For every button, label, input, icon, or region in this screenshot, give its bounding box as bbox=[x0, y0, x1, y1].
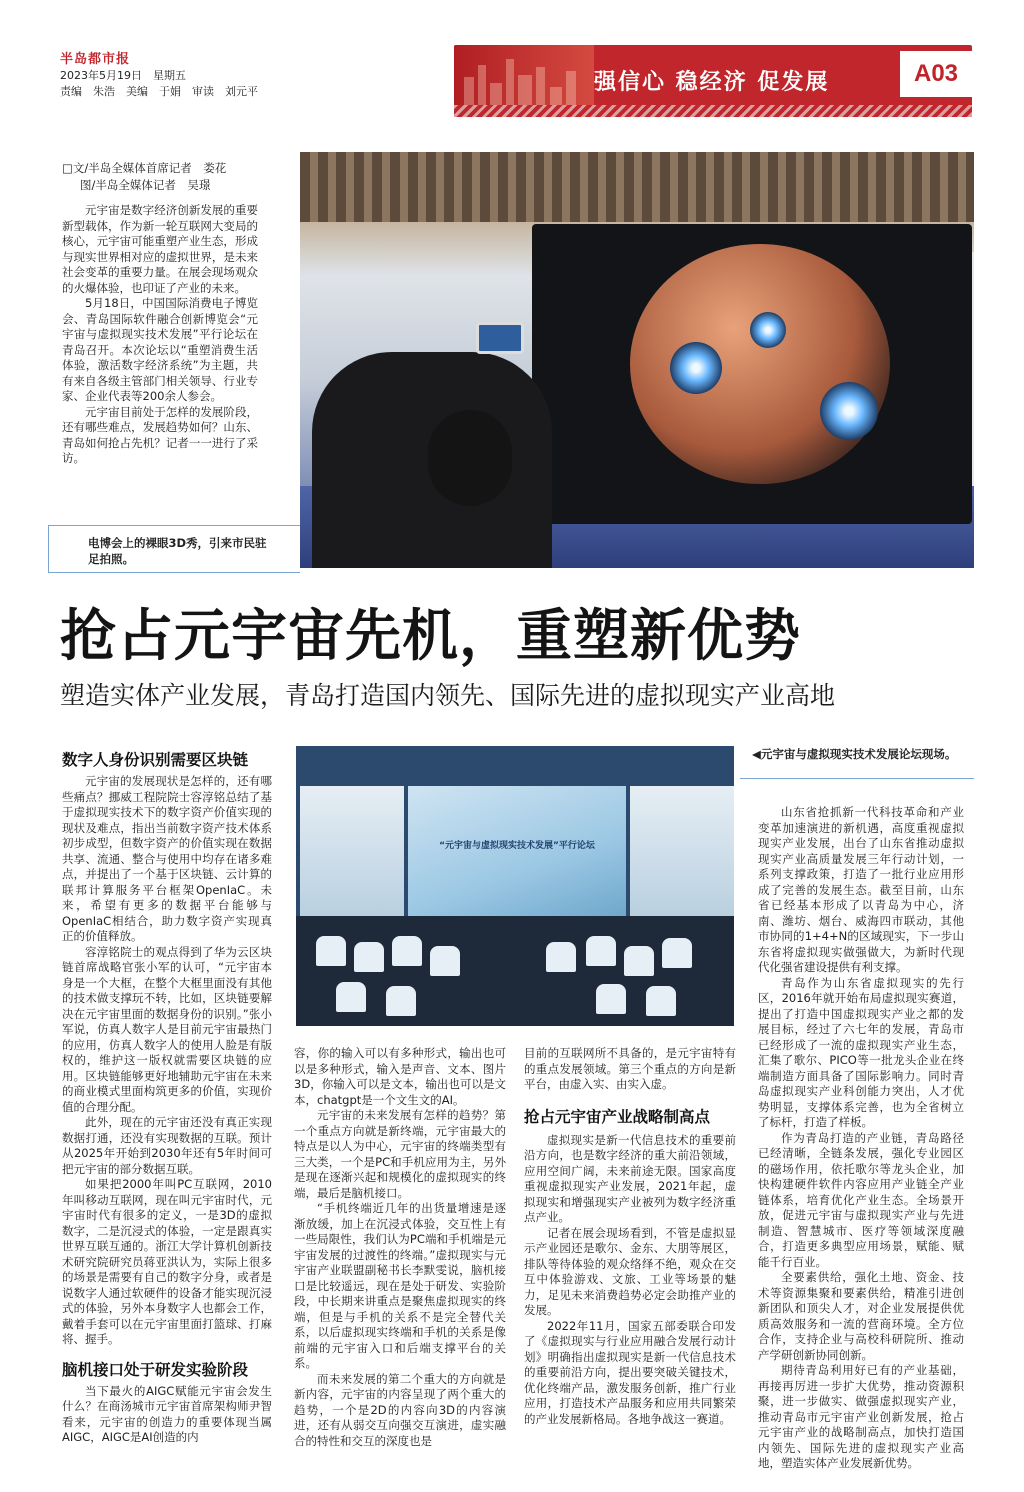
phone-icon bbox=[476, 322, 524, 354]
exhibition-photo bbox=[300, 152, 974, 568]
paragraph: 虚拟现实是新一代信息技术的重要前沿方向，也是数字经济的重大前沿领域，应用空间广阔，未来前途无限。国家高度重视虚拟现实产业发展，2021年起，虚拟现实和增强现实产业被列为数字经济重点产业。 bbox=[524, 1132, 736, 1224]
column-1 bbox=[62, 750, 272, 1446]
newspaper-logo: 半岛都市报 bbox=[60, 52, 131, 67]
forum-screen bbox=[408, 786, 626, 916]
paragraph: 记者在展会现场看到，不管是虚拟显示产业园还是歌尔、金东、大朋等展区，排队等待体验的观众络绎不绝，观众在交互中体验游戏、文旅、工业等场景的魅力，足见未来消费趋势必定会助推产业的发展。 bbox=[524, 1225, 736, 1317]
paragraph: 此外，现在的元宇宙还没有真正实现数据打通，还没有实现数据的互联。预计从2025年开始到2030年还有5年时间可把元宇宙的部分数据互联。 bbox=[62, 1115, 272, 1176]
column-3 bbox=[524, 1046, 736, 1427]
section-heading: 脑机接口处于研发实验阶段 bbox=[62, 1360, 249, 1379]
paragraph: 山东省抢抓新一代科技革命和产业变革加速演进的新机遇，高度重视虚拟现实产业发展，出台了山东省推动虚拟现实产业高质量发展三年行动计划，一系列支撑政策，打造了一批行业应用形成了完善的发展生态。截至目前，山东省已经基本形成了以青岛为中心，济南、潍坊、烟台、威海四市联动，其他市协同的1+4+N的区域现实，下一步山东省将虚拟现实做强做大，为新时代现代化强省建设提供有利支撑。 bbox=[758, 805, 964, 974]
paragraph: 期待青岛利用好已有的产业基础，再接再厉进一步扩大优势，推动资源积聚，进一步做实、做强虚拟现实产业，推动青岛市元宇宙产业创新发展，抢占元宇宙产业的战略制高点，加快打造国内领先、国际先进的虚拟现实产业高地，塑造实体产业发展新优势。 bbox=[758, 1363, 964, 1470]
page-number: A03 bbox=[900, 51, 972, 97]
paragraph: 而未来发展的第二个重大的方向就是新内容，元宇宙的内容呈现了两个重大的趋势，一个是2D的内容向3D的内容演进，还有从弱交互向强交互演进，虚实融合的特性和交互的深度也是 bbox=[294, 1371, 506, 1448]
paragraph: 目前的互联网所不具备的，是元宇宙特有的重点发展领域。第三个重点的方向是新平台，由虚入实、由实入虚。 bbox=[524, 1046, 736, 1091]
intro-paragraph: 元宇宙是数字经济创新发展的重要新型载体，作为新一轮互联网大变局的核心，元宇宙可能重塑产业生态，形成与现实世界相对应的虚拟世界，是未来社会变革的重要力量。在展会现场观众的火爆体验，也印证了产业的未来。 bbox=[62, 203, 258, 295]
paragraph: 容淳铭院士的观点得到了华为云区块链首席战略官张小军的认可，“元宇宙本身是一个大框，在整个大框里面没有其他的技术做支撑玩不转，比如，区块链要解决在元宇宙里面的数据身份的识别。”张小军说，仿真人数字人是目前元宇宙最热门的应用，仿真人数字人的使用人脸是有版权的，维护这一版权就需要区块链的应用。区块链能够更好地辅助元宇宙在未来的商业模式里面构筑更多的价值，实现价值的合理分配。 bbox=[62, 944, 272, 1114]
photo2-caption: ◀元宇宙与虚拟现实技术发展论坛现场。 bbox=[752, 747, 957, 761]
column-4 bbox=[758, 805, 964, 1472]
headline: 抢占元宇宙先机，重塑新优势 bbox=[60, 604, 801, 669]
paragraph: 如果把2000年叫PC互联网，2010年叫移动互联网，现在叫元宇宙时代，元宇宙时代有很多的定义，一是3D的虚拟数字，二是沉浸式的体验，一定是跟真实世界互联互通的。浙江大学计算机创新技术研究院研究员蒋亚洪认为，实际上很多的场景是需要有自己的数字分身，或者是说数字人通过软硬件的设备才能实现沉浸式的体验，另外本身数字人也都会工作，戴着手套可以在元宇宙里面打篮球、打麻将、握手。 bbox=[62, 1177, 272, 1346]
paragraph: 全要素供给，强化土地、资金、技术等资源集聚和要素供给，精准引进创新团队和顶尖人才，对企业发展提供优质高效服务和一流的营商环境。全方位合作，支持企业与高校科研院所、推动产学研创新协同创新。 bbox=[758, 1270, 964, 1362]
issue-date: 2023年5月19日 星期五 bbox=[60, 69, 186, 82]
intro-text bbox=[62, 203, 258, 467]
section-heading: 抢占元宇宙产业战略制高点 bbox=[524, 1107, 711, 1126]
byline-writer: □文/半岛全媒体首席记者 娄花 bbox=[62, 161, 227, 175]
paragraph: 当下最火的AIGC赋能元宇宙会发生什么？在商汤城市元宇宙首席架构师尹智看来，元宇宙的创造力的重要体现当属AIGC，AIGC是AI创造的内 bbox=[62, 1383, 272, 1444]
editors-credit: 责编 朱浩 美编 于娟 审读 刘元平 bbox=[60, 85, 258, 98]
paragraph: 青岛作为山东省虚拟现实的先行区，2016年就开始布局虚拟现实赛道，提出了打造中国虚拟现实产业之都的发展目标，经过了六七年的发展，青岛市已经形成了一流的虚拟现实产业生态，汇集了歌尔、PICO等一批龙头企业在终端制造方面具备了国际影响力。同时青岛虚拟现实产业科创能力突出，人才优势明显，支撑体系完善，也为全省树立了标杆，打造了样板。 bbox=[758, 975, 964, 1129]
paragraph: 2022年11月，国家五部委联合印发了《虚拟现实与行业应用融合发展行动计划》明确指出虚拟现实是新一代信息技术的重要前沿方向，提出要突破关键技术，优化终端产品，激发服务创新，推广行业应用，打造技术产品服务和应用共同繁荣的产业发展新格局。各地争战这一赛道。 bbox=[524, 1318, 736, 1426]
section-heading: 数字人身份识别需要区块链 bbox=[62, 751, 249, 769]
forum-photo bbox=[296, 746, 734, 1026]
caption-frame-line bbox=[740, 778, 974, 779]
forum-screen-title: “元宇宙与虚拟现实技术发展”平行论坛 bbox=[439, 841, 595, 851]
paragraph: 元宇宙的发展现状是怎样的，还有哪些痛点？挪威工程院院士容淳铭总结了基于虚拟现实技术下的数字资产价值实现的现状及难点，指出当前数字资产技术体系初步成型，但数字资产的价值实现在数据共享、流通、整合与使用中均存在诸多难点，并提出了一个基于区块链、云计算的联邦计算服务平台框架OpenIaC。未来，希望有更多的数据平台能够与OpenIaC相结合，助力数字资产实现真正的价值释放。 bbox=[62, 774, 272, 943]
paragraph: 元宇宙的未来发展有怎样的趋势？第一个重点方向就是新终端，元宇宙最大的特点是以人为中心，元宇宙的终端类型有三大类，一个是PC和手机应用为主，另外是现在逐渐兴起和规模化的虚拟现实的终端，最后是脑机接口。 bbox=[294, 1108, 506, 1200]
photo1-caption: 电博会上的裸眼3D秀，引来市民驻足拍照。 bbox=[88, 536, 267, 566]
paragraph: 容，你的输入可以有多种形式，输出也可以是多种形式，输入是声音、文本、图片3D，你输入可以是文本，输出也可以是文本，chatgpt是一个文生文的AI。 bbox=[294, 1046, 506, 1107]
banner-stripe bbox=[454, 105, 972, 117]
intro-paragraph: 元宇宙目前处于怎样的发展阶段，还有哪些难点，发展趋势如何？山东、青岛如何抢占先机？记者一一进行了采访。 bbox=[62, 404, 258, 465]
subheadline: 塑造实体产业发展，青岛打造国内领先、国际先进的虚拟现实产业高地 bbox=[60, 681, 836, 710]
banner-slogan: 强信心 稳经济 促发展 bbox=[594, 70, 830, 95]
paragraph: 作为青岛打造的产业链，青岛路径已经清晰，全链条发展，强化专业园区的磁场作用，依托歌尔等龙头企业，加快构建硬件软件内容应用产业链全产业链体系，培育优化产业生态。全场景开放，促进元宇宙与虚拟现实产业与先进制造、智慧城市、医疗等领域深度融合，打造更多典型应用场景，赋能、赋能千行百业。 bbox=[758, 1130, 964, 1269]
intro-paragraph: 5月18日，中国国际消费电子博览会、青岛国际软件融合创新博览会“元宇宙与虚拟现实技术发展”平行论坛在青岛召开。本次论坛以“重塑消费生活体验，激活数字经济系统”为主题，共有来自各级主管部门相关领导、行业专家、企业代表等200余人参会。 bbox=[62, 296, 258, 403]
section-banner bbox=[454, 45, 972, 117]
byline bbox=[62, 160, 226, 194]
paragraph: “手机终端近几年的出货量增速是逐渐放缓，加上在沉浸式体验，交互性上有一些局限性，我们认为PC端和手机端是元宇宙发展的过渡性的终端。”虚拟现实与元宇宙产业联盟副秘书长李默雯说，脑机接口是比较遥远，现在是处于研发、实验阶段，中长期来讲重点是聚焦虚拟现实的终端，但是与手机的关系不是完全替代关系，以后虚拟现实终端和手机的关系是像前端的元宇宙入口和后端支撑平台的关系。 bbox=[294, 1201, 506, 1370]
byline-photographer: 图/半岛全媒体记者 吴璟 bbox=[80, 178, 211, 192]
column-2 bbox=[294, 1046, 506, 1449]
